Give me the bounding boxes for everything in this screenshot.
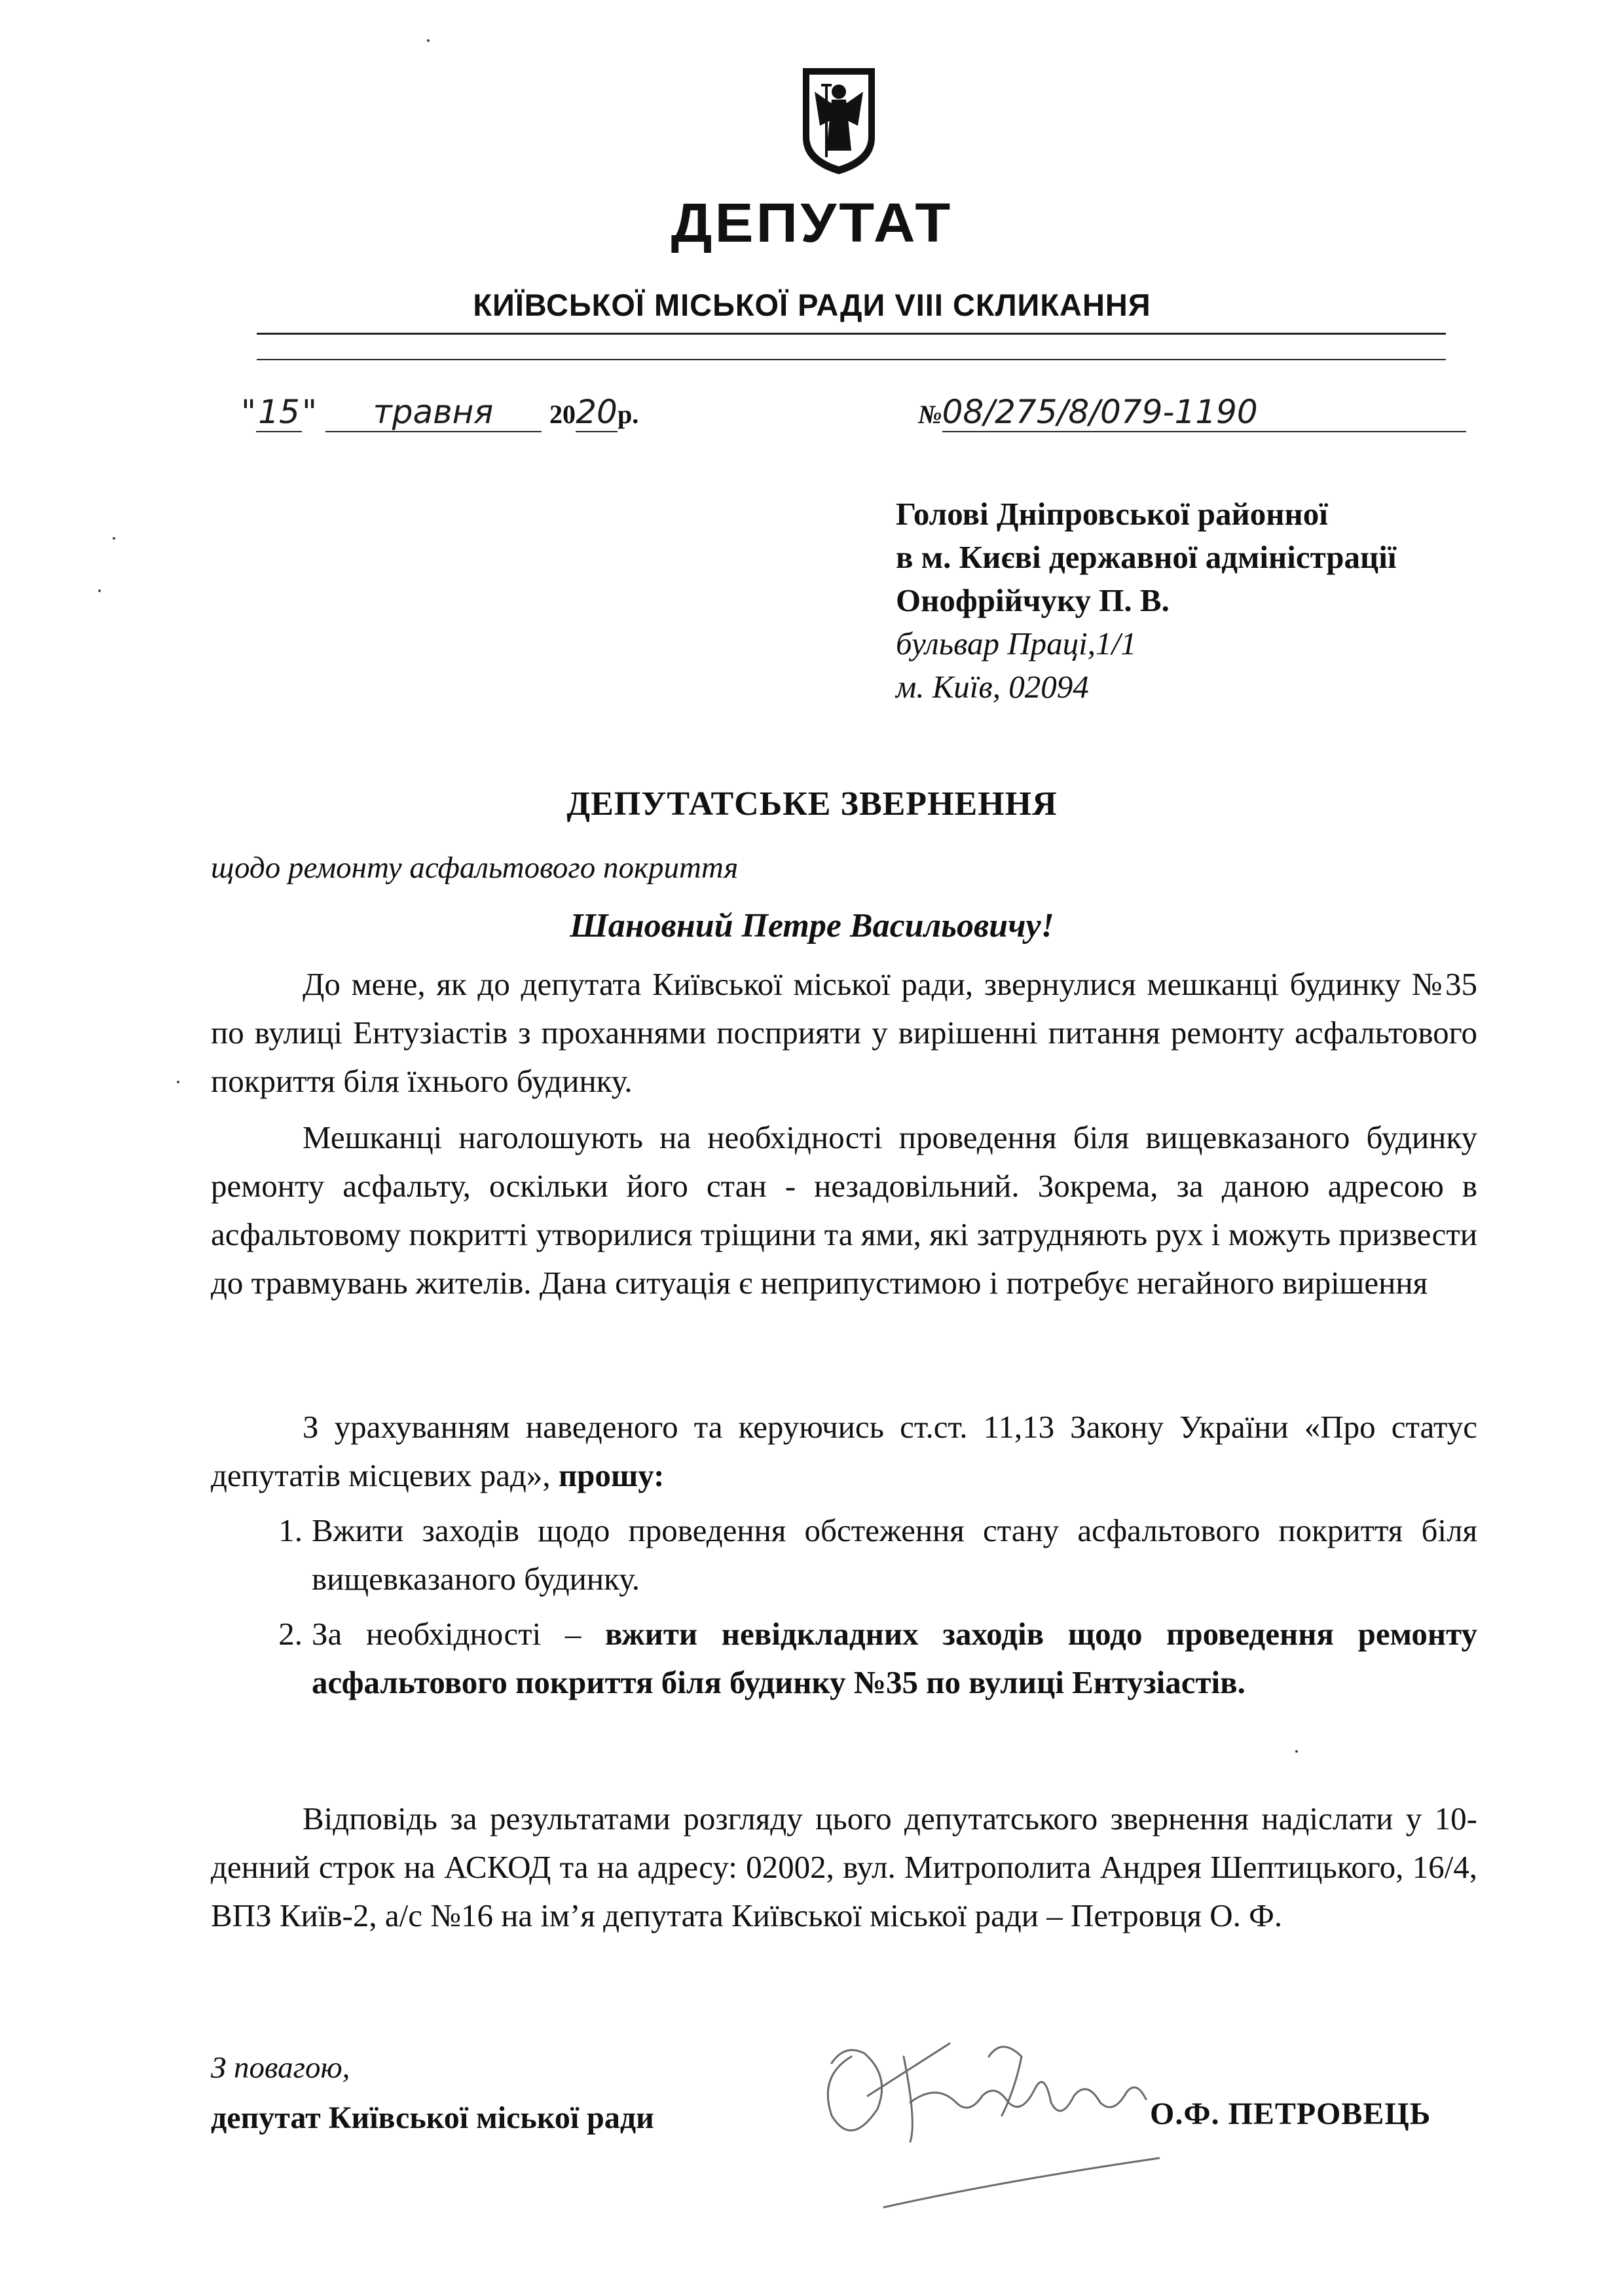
addressee-line-1: Голові Дніпровської районної [896, 496, 1328, 532]
paragraph-text: До мене, як до депутата Київської міської ради, звернулися мешканці будинку №35 по вулиці Ентузіастів з проханнями посприяти у вирішенні питання ремонту асфальтового покриття біля їхнього будинку. [211, 966, 1477, 1099]
document-title: ДЕПУТАТСЬКЕ ЗВЕРНЕННЯ [566, 785, 1058, 823]
date-month: травня [325, 393, 542, 432]
list-item-text [312, 1610, 1477, 1707]
kyiv-coat-of-arms-emblem [800, 65, 877, 176]
paragraph-text: Відповідь за результатами розгляду цього депутатського звернення надіслати у 10-денний строк на АСКОД та на адресу: 02002, вул. Митрополита Андрея Шептицького, 16/4, ВПЗ Київ-2, а/с №16 на ім’я депутата Київської міської ради – Петровця О. Ф. [211, 1801, 1477, 1933]
body-paragraph-2 [211, 1113, 1477, 1307]
signatory-role: депутат Київської міської ради [211, 2100, 654, 2135]
date-year-mark: р. [618, 400, 639, 429]
body-paragraph-1 [211, 960, 1477, 1106]
body-paragraph-4 [211, 1795, 1477, 1940]
addressee-city: м. Київ, 02094 [896, 669, 1089, 705]
date-close-quote: " [302, 393, 317, 431]
scan-speck [1295, 1750, 1298, 1753]
scan-speck [113, 537, 115, 540]
scan-speck [177, 1081, 179, 1083]
request-keyword: прошу: [558, 1457, 665, 1493]
letterhead-title: ДЕПУТАТ [671, 192, 953, 253]
list-item [211, 1610, 1477, 1707]
addressee-line-2: в м. Києві державної адміністрації [896, 539, 1397, 575]
addressee-name: Онофрійчуку П. В. [896, 582, 1170, 618]
list-item-number: 2. [278, 1616, 303, 1652]
paragraph-text: З урахуванням наведеного та керуючись ст.ст. 11,13 Закону України «Про статус депутатів місцевих рад», [211, 1409, 1477, 1493]
list-item-text: Вжити заходів щодо проведення обстеження стану асфальтового покриття біля вищевказаного будинку. [312, 1512, 1477, 1597]
request-list [211, 1506, 1477, 1713]
body-paragraph-3 [211, 1403, 1477, 1500]
outgoing-number-line [918, 393, 1466, 432]
addressee-street: бульвар Праці,1/1 [896, 625, 1137, 662]
document-subject: щодо ремонту асфальтового покриття [211, 851, 739, 885]
header-rule-bottom [257, 359, 1446, 360]
addressee-block [896, 493, 1396, 709]
list-item-number: 1. [278, 1512, 303, 1548]
closing-phrase: З повагою, [211, 2051, 350, 2085]
handwritten-signature-image [805, 2017, 1172, 2227]
list-item-text-plain: За необхідності – [312, 1616, 606, 1652]
list-item-text-bold: вжити невідкладних заходів щодо проведення ремонту асфальтового покриття біля будинку №35 по вулиці Ентузіастів. [312, 1616, 1477, 1700]
letterhead-subtitle: КИЇВСЬКОЇ МІСЬКОЇ РАДИ VIII СКЛИКАННЯ [473, 288, 1151, 322]
list-item [211, 1506, 1477, 1603]
outgoing-number: 08/275/8/079-1190 [942, 393, 1466, 432]
signatory-name: О.Ф. ПЕТРОВЕЦЬ [1150, 2097, 1431, 2131]
number-label: № [918, 400, 942, 429]
date-year-prefix: 20 [549, 400, 576, 429]
paragraph-text: Мешканці наголошують на необхідності проведення біля вищевказаного будинку ремонту асфальту, оскільки його стан - незадовільний. Зокрема, за даною адресою в асфальтовому покритті утворилися тріщини та ями, які затрудняють рух і можуть призвести до травмувань жителів. Дана ситуація є неприпустимою і потребує негайного вирішення [211, 1119, 1477, 1301]
date-year-suffix: 20 [576, 393, 618, 431]
greeting: Шановний Петре Васильовичу! [570, 907, 1054, 944]
header-rule-top [257, 333, 1446, 335]
date-line [241, 393, 638, 432]
date-open-quote: " [241, 393, 256, 431]
scan-speck [427, 39, 430, 42]
scan-speck [98, 589, 101, 592]
date-day: 15 [256, 393, 302, 432]
